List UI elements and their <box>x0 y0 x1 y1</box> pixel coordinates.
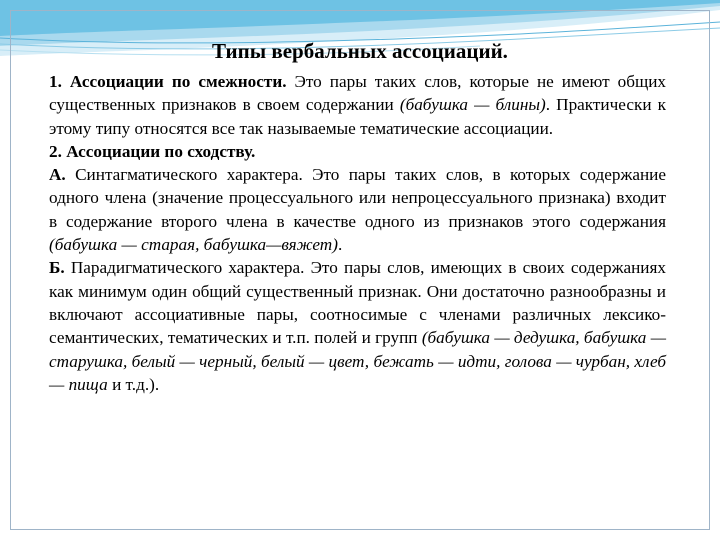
text-syntagmatic: Синтагматического характера. Это пары таких слов, в которых содержание одного члена (значение процессуального или непроцессуального признака) входит в содержание второго члена в качестве одного из признаков этого содержания <box>49 165 666 231</box>
text-paradigmatic-2: и т.д.). <box>107 374 160 394</box>
label-a: А. <box>49 165 66 185</box>
slide-body <box>49 70 666 396</box>
text-contiguity: Это пары таких слов, которые не имеют общих существенных признаков в своем содержании <box>49 72 666 115</box>
example-contiguity: (бабушка — блины) <box>399 95 546 115</box>
heading-similarity: 2. Ассоциации по сходству. <box>49 141 256 161</box>
heading-contiguity: 1. Ассоциации по смежности. <box>49 72 287 91</box>
paragraph-paradigmatic <box>49 256 666 396</box>
slide-title: Типы вербальных ассоциаций. <box>212 39 508 63</box>
paragraph-syntagmatic <box>49 163 666 256</box>
paragraph-contiguity <box>49 70 666 140</box>
label-b: Б. <box>49 258 65 278</box>
example-paradigmatic: (бабушка — дедушка, бабушка — старушка, белый — черный, белый — цвет, бежать — идти, голова — чурбан, хлеб — пища <box>49 328 666 394</box>
paragraph-similarity <box>49 140 666 163</box>
text-paradigmatic: Парадигматического характера. Это пары слов, имеющих в своих содержаниях как минимум один общий существенный признак. Они достаточно разнообразны и включают ассоциативные пары, соотносимые с членами различных лексико-семантических, тематических и т.п. полей и групп <box>49 258 666 348</box>
example-syntagmatic: (бабушка — старая, бабушка—вяжет) <box>49 235 338 255</box>
text-contiguity-2: . Практически к этому типу относятся все так называемые тематические ассоциации. <box>49 95 666 138</box>
text-syntagmatic-2: . <box>337 235 343 255</box>
